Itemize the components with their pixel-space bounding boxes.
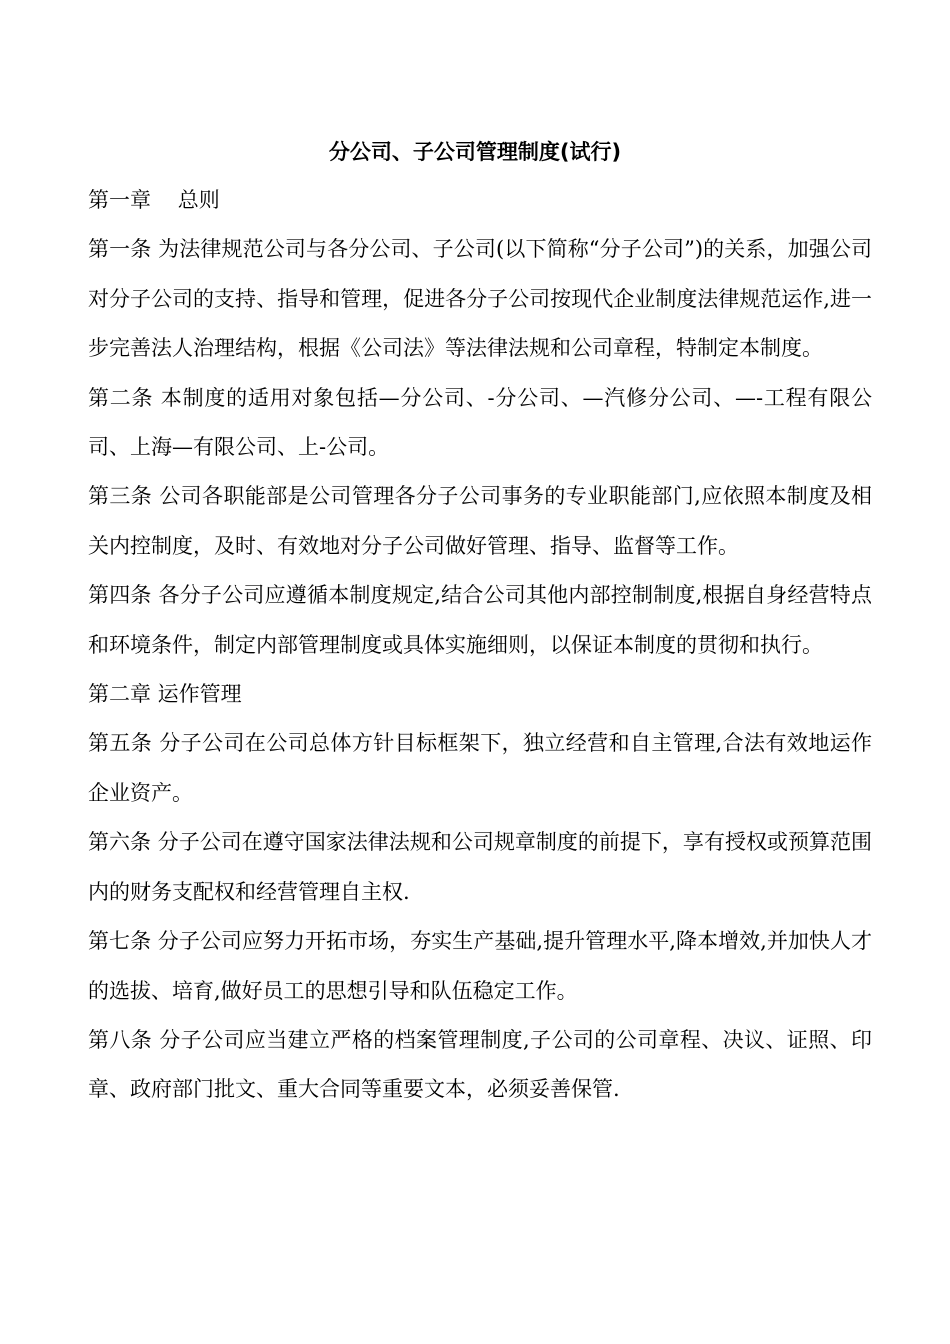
chapter-heading: 第一章 总则 <box>88 188 220 212</box>
article-paragraph: 第八条 分子公司应当建立严格的档案管理制度,子公司的公司章程、决议、证照、印章、政府部门批文、重大合同等重要文本，必须妥善保管. <box>88 1027 872 1102</box>
article-paragraph: 第一条 为法律规范公司与各分公司、子公司(以下简称“分子公司”)的关系，加强公司对分子公司的支持、指导和管理，促进各分子公司按现代企业制度法律规范运作,进一步完善法人治理结构，根据《公司法》等法律法规和公司章程，特制定本制度。 <box>88 237 872 361</box>
document-title: 分公司、子公司管理制度(试行) <box>328 140 622 164</box>
article-paragraph: 第四条 各分子公司应遵循本制度规定,结合公司其他内部控制制度,根据自身经营特点和环境条件，制定内部管理制度或具体实施细则，以保证本制度的贯彻和执行。 <box>88 583 872 657</box>
document-body <box>88 176 872 1115</box>
article-paragraph: 第三条 公司各职能部是公司管理各分子公司事务的专业职能部门,应依照本制度及相关内控制度，及时、有效地对分子公司做好管理、指导、监督等工作。 <box>88 484 872 558</box>
chapter-heading: 第二章 运作管理 <box>88 682 242 707</box>
article-paragraph: 第七条 分子公司应努力开拓市场，夯实生产基础,提升管理水平,降本增效,并加快人才的选拔、培育,做好员工的思想引导和队伍稳定工作。 <box>88 929 872 1003</box>
article-paragraph: 第六条 分子公司在遵守国家法律法规和公司规章制度的前提下，享有授权或预算范围内的财务支配权和经营管理自主权. <box>88 830 872 904</box>
article-paragraph: 第二条 本制度的适用对象包括—分公司、-分公司、—汽修分公司、—-工程有限公司、上海—有限公司、上-公司。 <box>88 385 872 460</box>
article-paragraph: 第五条 分子公司在公司总体方针目标框架下，独立经营和自主管理,合法有效地运作企业资产。 <box>88 731 872 805</box>
